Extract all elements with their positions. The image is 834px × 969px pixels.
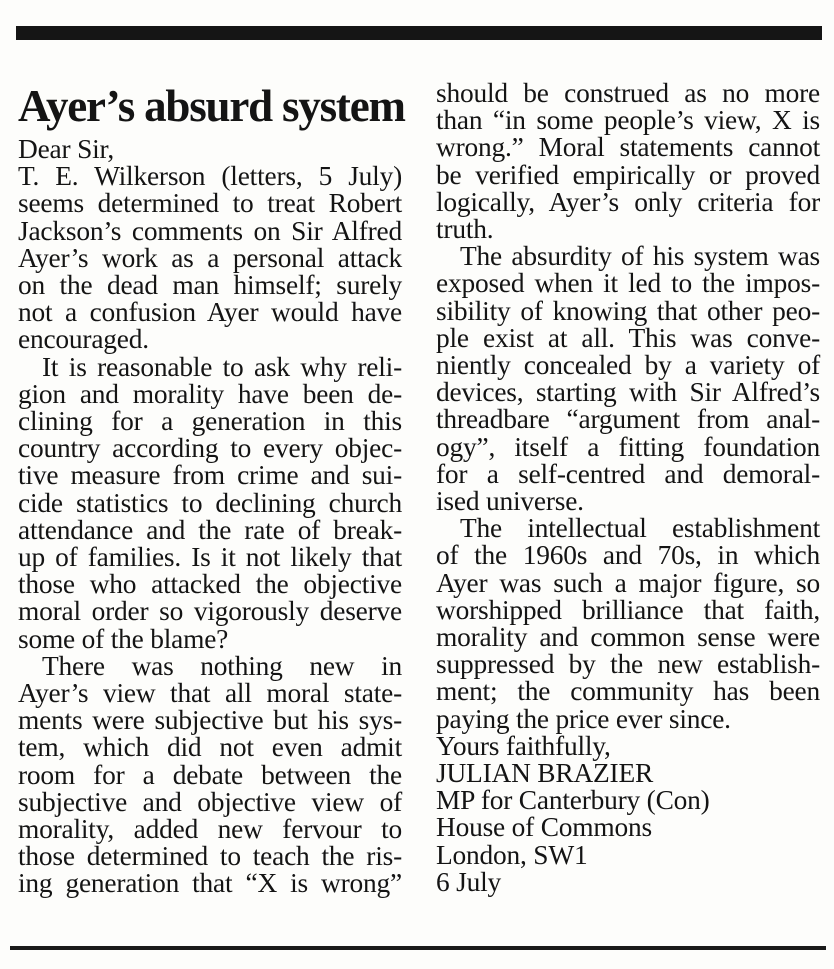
right-column-text-line: truth. [436,214,494,245]
headline: Ayer’s absurd system [18,81,405,131]
right-column-text-line: The absurdity of his system was [460,241,820,272]
right-column-text-line: Ayer was such a major figure, so [436,567,820,598]
right-column-text-line: be verified empirically or proved [436,159,820,190]
signoff-block [436,730,820,897]
right-column-text-line: suppressed by the new establish- [436,649,820,680]
salutation: Dear Sir, [18,134,114,164]
right-column-text-line: niently concealed by a variety of [436,350,820,381]
left-column-text-line: room for a debate between the [18,759,402,790]
left-column-text-line: gion and morality have been de- [18,378,402,409]
right-column-text-line: ogy”, itself a fitting foundation [436,431,820,462]
left-column-text-line: country according to every objec- [18,433,402,464]
right-column-text-line: than “in some people’s view, X is [436,105,820,136]
left-column-text-line: Ayer’s view that all moral state- [18,678,402,709]
left-column-text-line: those who attacked the objective [18,569,402,600]
address-line-1: House of Commons [436,812,652,843]
top-rule [16,26,822,40]
right-column-text-line: ment; the community has been [436,676,820,707]
left-column-text-line: cide statistics to declining church [18,487,402,518]
left-column-text-line: up of families. Is it not likely that [18,542,402,573]
right-column-text-line: morality and common sense were [436,622,820,653]
left-column-text-line: There was nothing new in [42,650,402,681]
right-column [436,80,820,896]
left-column-text-line: ing generation that “X is wrong” [18,868,402,899]
left-column-text-line: moral order so vigorously deserve [18,596,402,627]
left-column-text-line: seems determined to treat Robert [18,188,402,219]
closing: Yours faithfully, [436,730,611,761]
right-column-text-line: threadbare “argument from anal- [436,404,820,435]
right-column-text-line: The intellectual establishment [460,513,820,544]
right-column-body [436,80,820,733]
address-line-2: London, SW1 [436,839,588,870]
left-column-text-line: encouraged. [18,324,149,355]
right-column-text-line: logically, Ayer’s only criteria for [436,186,820,217]
left-column-text-line: not a confusion Ayer would have [18,297,402,328]
bottom-rule [10,946,826,950]
right-column-text-line: paying the price ever since. [436,703,731,734]
left-column-text-line: ments were subjective but his sys- [18,705,402,736]
letter-date: 6 July [436,866,502,897]
left-column-text-line: attendance and the rate of break- [18,514,402,545]
left-column-text-line: subjective and objective view of [18,786,402,817]
right-column-text-line: wrong.” Moral statements cannot [436,132,820,163]
left-column-body [18,163,402,897]
right-column-text-line: ple exist at all. This was conve- [436,322,820,353]
left-column-text-line: T. E. Wilkerson (letters, 5 July) [18,161,402,192]
left-column-text-line: those determined to teach the ris- [18,841,402,872]
right-column-text-line: for a self-centred and demoral- [436,458,820,489]
right-column-text-line: should be construed as no more [436,78,820,108]
left-column-text-line: on the dead man himself; surely [18,270,402,301]
left-column-text-line: tem, which did not even admit [18,732,402,763]
right-column-text-line: of the 1960s and 70s, in which [436,540,820,571]
left-column-text-line: Ayer’s work as a personal attack [18,242,402,273]
left-column-text-line: Jackson’s comments on Sir Alfred [18,215,402,246]
right-column-text-line: sibility of knowing that other peo- [436,295,820,326]
right-column-text-line: worshipped brilliance that faith, [436,594,820,625]
left-column-text-line: morality, added new fervour to [18,814,402,845]
signatory-title: MP for Canterbury (Con) [436,785,710,816]
signatory-name: JULIAN BRAZIER [436,758,654,789]
left-column-text-line: tive measure from crime and sui- [18,460,402,491]
right-column-text-line: exposed when it led to the impos- [436,268,820,299]
left-column-text-line: clining for a generation in this [18,406,402,437]
right-column-text-line: devices, starting with Sir Alfred’s [436,377,820,408]
left-column [18,80,405,899]
left-column-text-line: some of the blame? [18,623,229,654]
right-column-text-line: ised universe. [436,486,584,517]
left-column-text-line: It is reasonable to ask why reli- [42,351,402,382]
